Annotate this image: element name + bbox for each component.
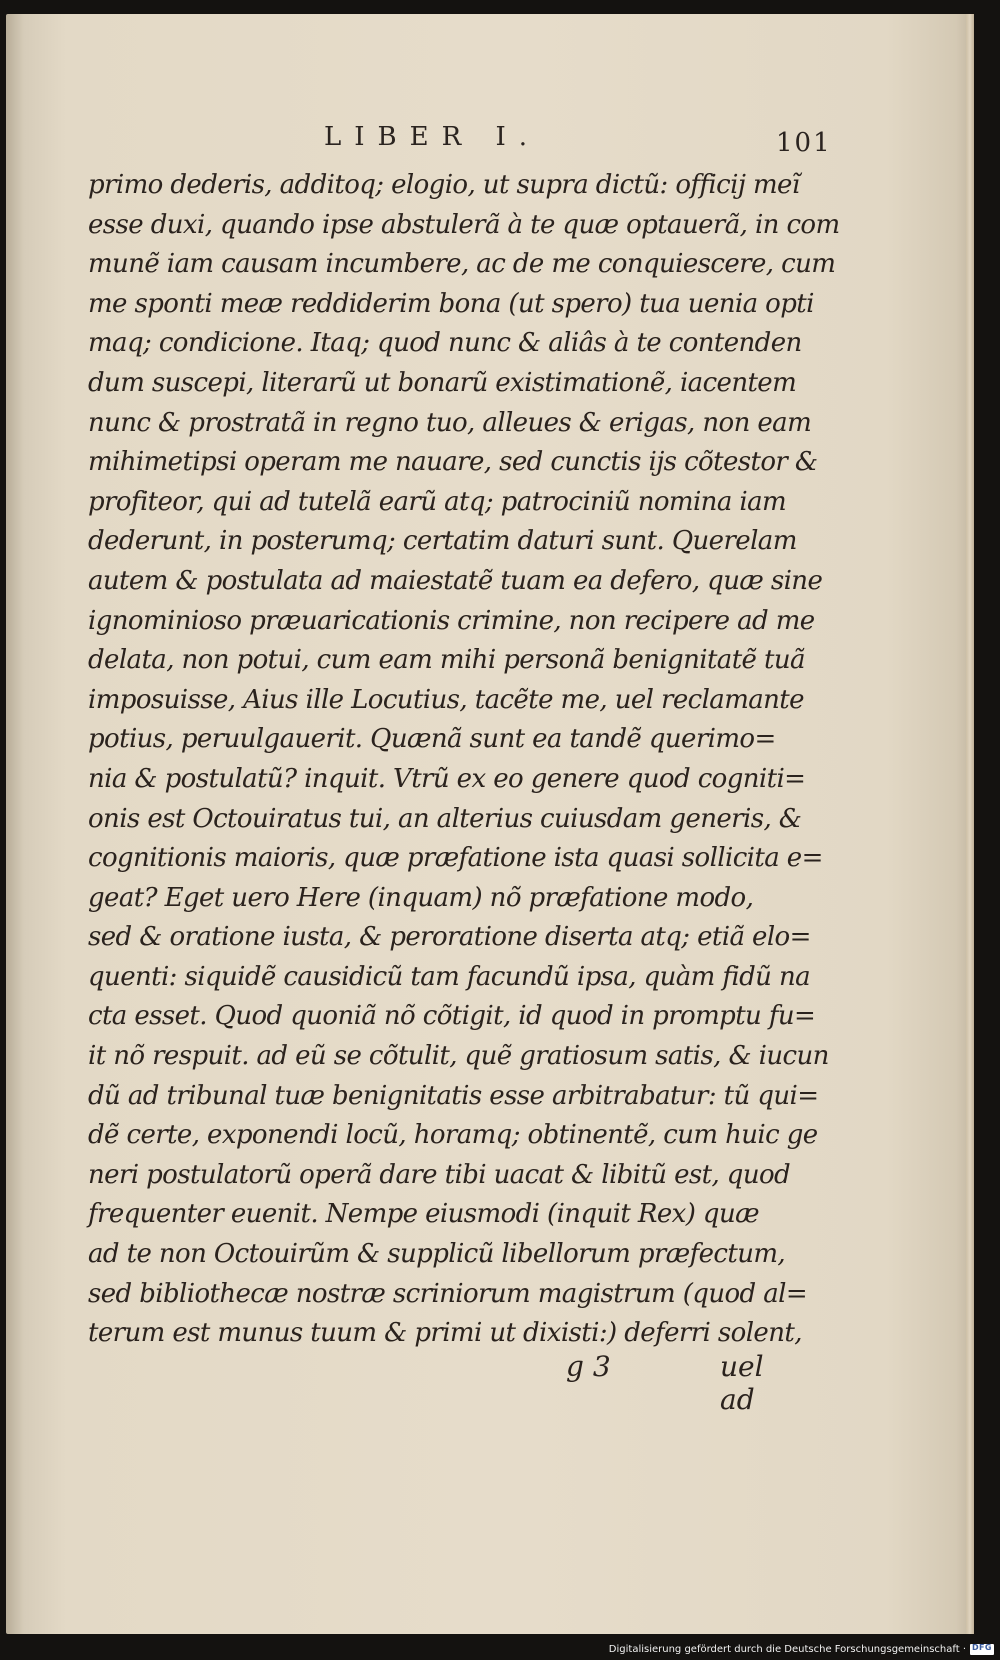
text-line: dederunt, in posterumq; certatim daturi sunt. Querelam <box>88 526 797 557</box>
text-line: dẽ certe, exponendi locũ, horamq; obtinentẽ, cum huic ge <box>88 1120 818 1151</box>
catchword: uel ad <box>720 1350 764 1416</box>
text-line: dũ ad tribunal tuæ benignitatis esse arbitrabatur: tũ qui= <box>88 1080 819 1111</box>
paper-page <box>6 14 974 1634</box>
text-line: sed bibliothecæ nostræ scriniorum magistrum (quod al= <box>88 1278 808 1309</box>
text-line: terum est munus tuum & primi ut dixisti:) deferri solent, <box>88 1318 802 1349</box>
text-line: autem & postulata ad maiestatẽ tuam ea defero, quæ sine <box>88 565 823 596</box>
text-line: profiteor, qui ad tutelã earũ atq; patrociniũ nomina iam <box>88 486 787 517</box>
text-line: onis est Octouiratus tui, an alterius cuiusdam generis, & <box>88 803 802 834</box>
text-line: nia & postulatũ? inquit. Vtrũ ex eo genere quod cogniti= <box>88 763 806 794</box>
text-line: sed & oratione iusta, & peroratione diserta atq; etiã elo= <box>88 922 811 953</box>
text-line: nunc & prostratã in regno tuo, alleues & erigas, non eam <box>88 407 812 438</box>
text-line: cognitionis maioris, quæ præfatione ista quasi sollicita e= <box>88 843 823 874</box>
text-line: delata, non potui, cum eam mihi personã benignitatẽ tuã <box>88 645 805 676</box>
text-line: potius, peruulgauerit. Quænã sunt ea tandẽ querimo= <box>88 724 776 755</box>
text-line: munẽ iam causam incumbere, ac de me conquiescere, cum <box>88 249 836 280</box>
text-line: neri postulatorũ operã dare tibi uacat & libitũ est, quod <box>88 1159 791 1190</box>
text-line: geat? Eget uero Here (inquam) nõ præfatione modo, <box>88 882 754 913</box>
text-line: ad te non Octouirũm & supplicũ libellorum præfectum, <box>88 1239 786 1270</box>
digitization-credit <box>609 1642 994 1656</box>
dfg-logo-text: DFG <box>972 1642 992 1652</box>
running-head-title: LIBER I. <box>324 122 540 152</box>
text-line: imposuisse, Aius ille Locutius, tacẽte me, uel reclamante <box>88 684 804 715</box>
text-line: primo dederis, additoq; elogio, ut supra dictũ: officij meĩ <box>88 170 800 200</box>
page-number: 101 <box>776 128 832 158</box>
page-footer <box>566 1350 806 1416</box>
signature-mark: g 3 <box>566 1350 611 1383</box>
text-line: esse duxi, quando ipse abstulerã à te quæ optauerã, in com <box>88 209 840 240</box>
dfg-logo-icon <box>970 1644 994 1655</box>
text-line: ignominioso præuaricationis crimine, non recipere ad me <box>88 605 815 636</box>
text-line: cta esset. Quod quoniã nõ cõtigit, id quod in promptu fu= <box>88 1001 816 1032</box>
credit-text: Digitalisierung gefördert durch die Deutsche Forschungsgemeinschaft · <box>608 1643 966 1655</box>
body-text <box>88 166 840 1354</box>
text-line: mihimetipsi operam me nauare, sed cunctis ijs cõtestor & <box>88 447 818 478</box>
text-line: frequenter euenit. Nempe eiusmodi (inquit Rex) quæ <box>88 1199 759 1230</box>
page-edge <box>966 14 974 1634</box>
text-line: quenti: siquidẽ causidicũ tam facundũ ipsa, quàm fidũ na <box>88 961 811 992</box>
text-line: me sponti meæ reddiderim bona (ut spero) tua uenia opti <box>88 288 814 319</box>
running-head <box>6 104 974 158</box>
text-line: dum suscepi, literarũ ut bonarũ existimationẽ, iacentem <box>88 367 797 398</box>
text-line: maq; condicione. Itaq; quod nunc & aliâs à te contenden <box>88 328 802 359</box>
text-line: it nõ respuit. ad eũ se cõtulit, quẽ gratiosum satis, & iucun <box>88 1041 829 1072</box>
